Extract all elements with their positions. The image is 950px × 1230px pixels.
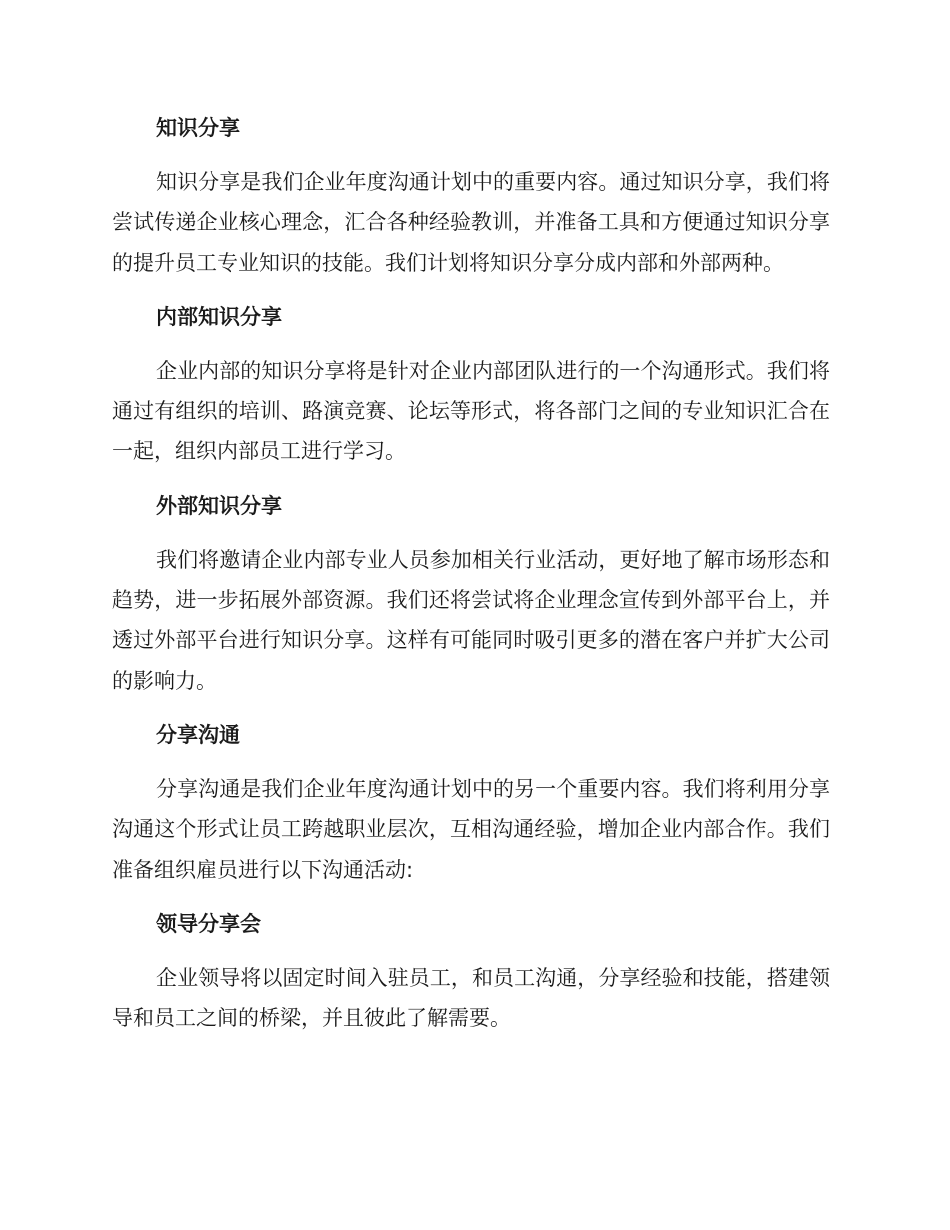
document-body (112, 108, 830, 1052)
section-paragraph-leadership-sharing: 企业领导将以固定时间入驻员工，和员工沟通，分享经验和技能，搭建领导和员工之间的桥梁，并且彼此了解需要。 (112, 965, 830, 1031)
section-heading-sharing-communication: 分享沟通 (156, 722, 240, 747)
section-heading-external-knowledge-sharing: 外部知识分享 (156, 493, 282, 518)
section-paragraph-knowledge-sharing: 知识分享是我们企业年度沟通计划中的重要内容。通过知识分享，我们将尝试传递企业核心理念，汇合各种经验教训，并准备工具和方便通过知识分享的提升员工专业知识的技能。我们计划将知识分享分成内部和外部两种。 (112, 170, 830, 275)
section-paragraph-external-knowledge-sharing: 我们将邀请企业内部专业人员参加相关行业活动，更好地了解市场形态和趋势，进一步拓展外部资源。我们还将尝试将企业理念宣传到外部平台上，并透过外部平台进行知识分享。这样有可能同时吸引更多的潜在客户并扩大公司的影响力。 (112, 547, 830, 693)
section-heading-internal-knowledge-sharing: 内部知识分享 (156, 304, 282, 329)
section-heading-knowledge-sharing: 知识分享 (156, 116, 240, 140)
section-paragraph-internal-knowledge-sharing: 企业内部的知识分享将是针对企业内部团队进行的一个沟通形式。我们将通过有组织的培训、路演竞赛、论坛等形式，将各部门之间的专业知识汇合在一起，组织内部员工进行学习。 (112, 358, 830, 464)
section-paragraph-sharing-communication: 分享沟通是我们企业年度沟通计划中的另一个重要内容。我们将利用分享沟通这个形式让员工跨越职业层次，互相沟通经验，增加企业内部合作。我们准备组织雇员进行以下沟通活动: (112, 776, 830, 882)
section-heading-leadership-sharing: 领导分享会 (156, 911, 261, 936)
